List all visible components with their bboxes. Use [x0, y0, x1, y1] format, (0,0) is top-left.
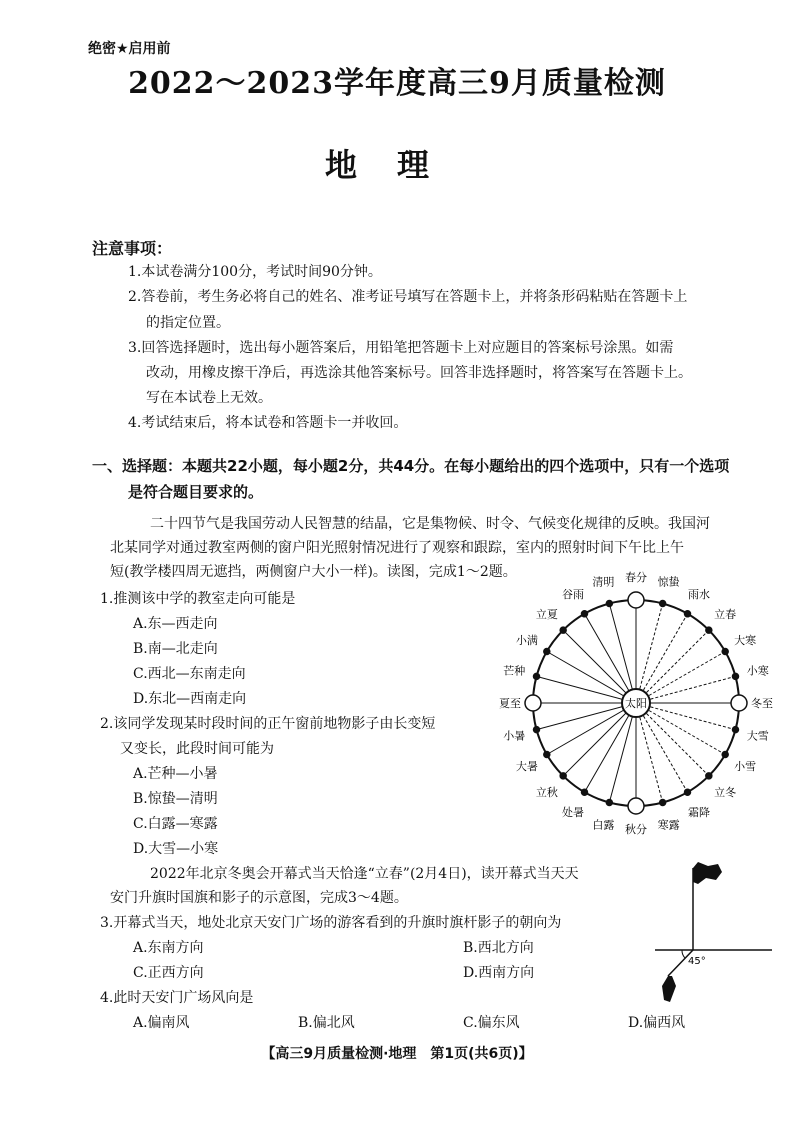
- term-spoke: [636, 703, 663, 802]
- term-spoke: [609, 703, 636, 802]
- term-label: 秋分: [625, 823, 647, 836]
- term-spoke: [585, 703, 637, 792]
- q1-option-c: C.西北—东南走向: [133, 666, 246, 682]
- exam-title: 2022～2023学年度高三9月质量检测: [128, 66, 666, 101]
- term-label: 小满: [515, 634, 538, 647]
- term-spoke: [636, 703, 735, 730]
- term-label: 立冬: [714, 786, 737, 800]
- question-1-stem: 1.推测该中学的教室走向可能是: [100, 591, 296, 607]
- note-line: 写在本试卷上无效。: [146, 390, 272, 406]
- term-label: 立夏: [535, 607, 558, 621]
- term-node: [628, 798, 644, 814]
- section-heading-cont: 是符合题目要求的。: [128, 483, 264, 501]
- term-label: 白露: [592, 818, 615, 832]
- term-spoke: [609, 604, 636, 703]
- term-spoke: [537, 703, 636, 730]
- term-spoke: [547, 652, 636, 704]
- term-spoke: [547, 703, 636, 755]
- note-line: 2.答卷前，考生务必将自己的姓名、准考证号填写在答题卡上，并将条形码粘贴在答题卡上: [128, 289, 688, 305]
- question-4-stem: 4.此时天安门广场风向是: [100, 990, 254, 1006]
- angle-arc: [682, 950, 685, 958]
- q4-option-a: A.偏南风: [133, 1015, 190, 1031]
- term-node: [582, 789, 588, 795]
- term-spoke: [585, 614, 637, 703]
- term-node: [534, 673, 540, 679]
- q3-option-a: A.东南方向: [133, 940, 204, 956]
- q1-option-a: A.东—西走向: [133, 616, 218, 632]
- term-node: [660, 799, 666, 805]
- term-node: [534, 727, 540, 733]
- term-node: [660, 601, 666, 607]
- q2-option-c: C.白露—寒露: [133, 816, 218, 832]
- term-node: [732, 727, 738, 733]
- passage-line: 北某同学对通过教室两侧的窗户阳光照射情况进行了观察和跟踪，室内的照射时间下午比上午: [110, 540, 684, 556]
- term-label: 处暑: [562, 806, 584, 820]
- flag-shadow-diagram: [650, 858, 775, 1018]
- term-spoke: [636, 630, 709, 703]
- term-label: 大暑: [515, 760, 538, 773]
- term-spoke: [563, 703, 636, 776]
- passage-line: 二十四节气是我国劳动人民智慧的结晶，它是集物候、时令、气候变化规律的反映。我国河: [150, 516, 710, 532]
- q3-option-c: C.正西方向: [133, 965, 204, 981]
- term-spoke: [636, 703, 709, 776]
- q4-option-d: D.偏西风: [628, 1015, 686, 1031]
- term-spoke: [537, 676, 636, 703]
- term-label: 小寒: [746, 664, 769, 678]
- passage-line: 安门升旗时国旗和影子的示意图，完成3～4题。: [110, 890, 408, 906]
- subject-title: 地理: [324, 146, 469, 184]
- term-node: [560, 627, 566, 633]
- term-spoke: [636, 703, 688, 792]
- term-label: 立春: [714, 607, 737, 621]
- term-label: 霜降: [688, 806, 710, 820]
- term-node: [722, 752, 728, 758]
- term-node: [685, 789, 691, 795]
- term-label: 冬至: [751, 697, 773, 710]
- q2-option-b: B.惊蛰—清明: [133, 791, 218, 807]
- term-label: 雨水: [688, 587, 710, 601]
- term-node: [685, 611, 691, 617]
- term-label: 夏至: [499, 697, 521, 710]
- term-label: 惊蛰: [657, 575, 680, 589]
- note-line: 的指定位置。: [146, 315, 230, 331]
- q1-option-d: D.东北—西南走向: [133, 691, 247, 707]
- term-spoke: [636, 604, 663, 703]
- term-spoke: [563, 630, 636, 703]
- note-line: 3.回答选择题时，选出每小题答案后，用铅笔把答题卡上对应题目的答案标号涂黑。如需: [128, 340, 674, 356]
- term-node: [525, 695, 541, 711]
- note-line: 改动，用橡皮擦干净后，再选涂其他答案标号。回答非选择题时，将答案写在答题卡上。: [146, 365, 692, 381]
- flag-shape: [693, 862, 722, 884]
- term-node: [628, 592, 644, 608]
- q3-option-d: D.西南方向: [463, 965, 535, 981]
- term-label: 小雪: [734, 760, 757, 773]
- term-label: 清明: [592, 575, 615, 589]
- solar-terms-diagram: [499, 571, 780, 836]
- q4-option-c: C.偏东风: [463, 1015, 520, 1031]
- notes-title: 注意事项：: [92, 239, 173, 258]
- term-label: 小暑: [503, 729, 526, 743]
- question-3-stem: 3.开幕式当天，地处北京天安门广场的游客看到的升旗时旗杆影子的朝向为: [100, 915, 562, 931]
- flag-shadow: [662, 976, 676, 1002]
- term-label: 芒种: [503, 664, 526, 678]
- passage-line: 短(教学楼四周无遮挡，两侧窗户大小一样)。读图，完成1～2题。: [110, 564, 517, 580]
- page-footer: 【高三9月质量检测·地理 第1页(共6页)】: [261, 1046, 533, 1062]
- term-spoke: [636, 703, 725, 755]
- term-node: [722, 649, 728, 655]
- term-node: [544, 752, 550, 758]
- term-node: [706, 773, 712, 779]
- section-heading: 一、选择题：本题共22小题，每小题2分，共44分。在每小题给出的四个选项中，只有一个选项: [92, 457, 730, 475]
- q2-option-d: D.大雪—小寒: [133, 841, 219, 857]
- term-node: [560, 773, 566, 779]
- term-spoke: [636, 652, 725, 704]
- angle-label: 45°: [688, 956, 706, 967]
- term-node: [732, 673, 738, 679]
- term-node: [544, 649, 550, 655]
- note-line: 4.考试结束后，将本试卷和答题卡一并收回。: [128, 415, 408, 431]
- term-label: 大寒: [734, 634, 757, 647]
- q1-option-b: B.南—北走向: [133, 641, 218, 657]
- term-label: 大雪: [746, 729, 769, 743]
- q2-option-a: A.芒种—小暑: [133, 766, 218, 782]
- q3-option-b: B.西北方向: [463, 940, 534, 956]
- term-spoke: [636, 676, 735, 703]
- term-node: [606, 601, 612, 607]
- term-label: 立秋: [535, 786, 558, 800]
- term-label: 寒露: [657, 818, 680, 832]
- term-node: [706, 627, 712, 633]
- passage-line: 2022年北京冬奥会开幕式当天恰逢“立春”(2月4日)，读开幕式当天天: [150, 866, 579, 882]
- question-2-stem: 2.该同学发现某时段时间的正午窗前地物影子由长变短: [100, 716, 436, 732]
- sun-label: 太阳: [625, 697, 647, 710]
- term-label: 谷雨: [562, 587, 584, 601]
- term-node: [582, 611, 588, 617]
- confidential-mark: 绝密★启用前: [88, 41, 171, 57]
- q4-option-b: B.偏北风: [298, 1015, 355, 1031]
- note-line: 1.本试卷满分100分，考试时间90分钟。: [128, 264, 382, 280]
- term-spoke: [636, 614, 688, 703]
- term-label: 春分: [625, 571, 647, 584]
- question-2-stem-cont: 又变长，此段时间可能为: [120, 741, 274, 757]
- term-node: [606, 799, 612, 805]
- term-node: [731, 695, 747, 711]
